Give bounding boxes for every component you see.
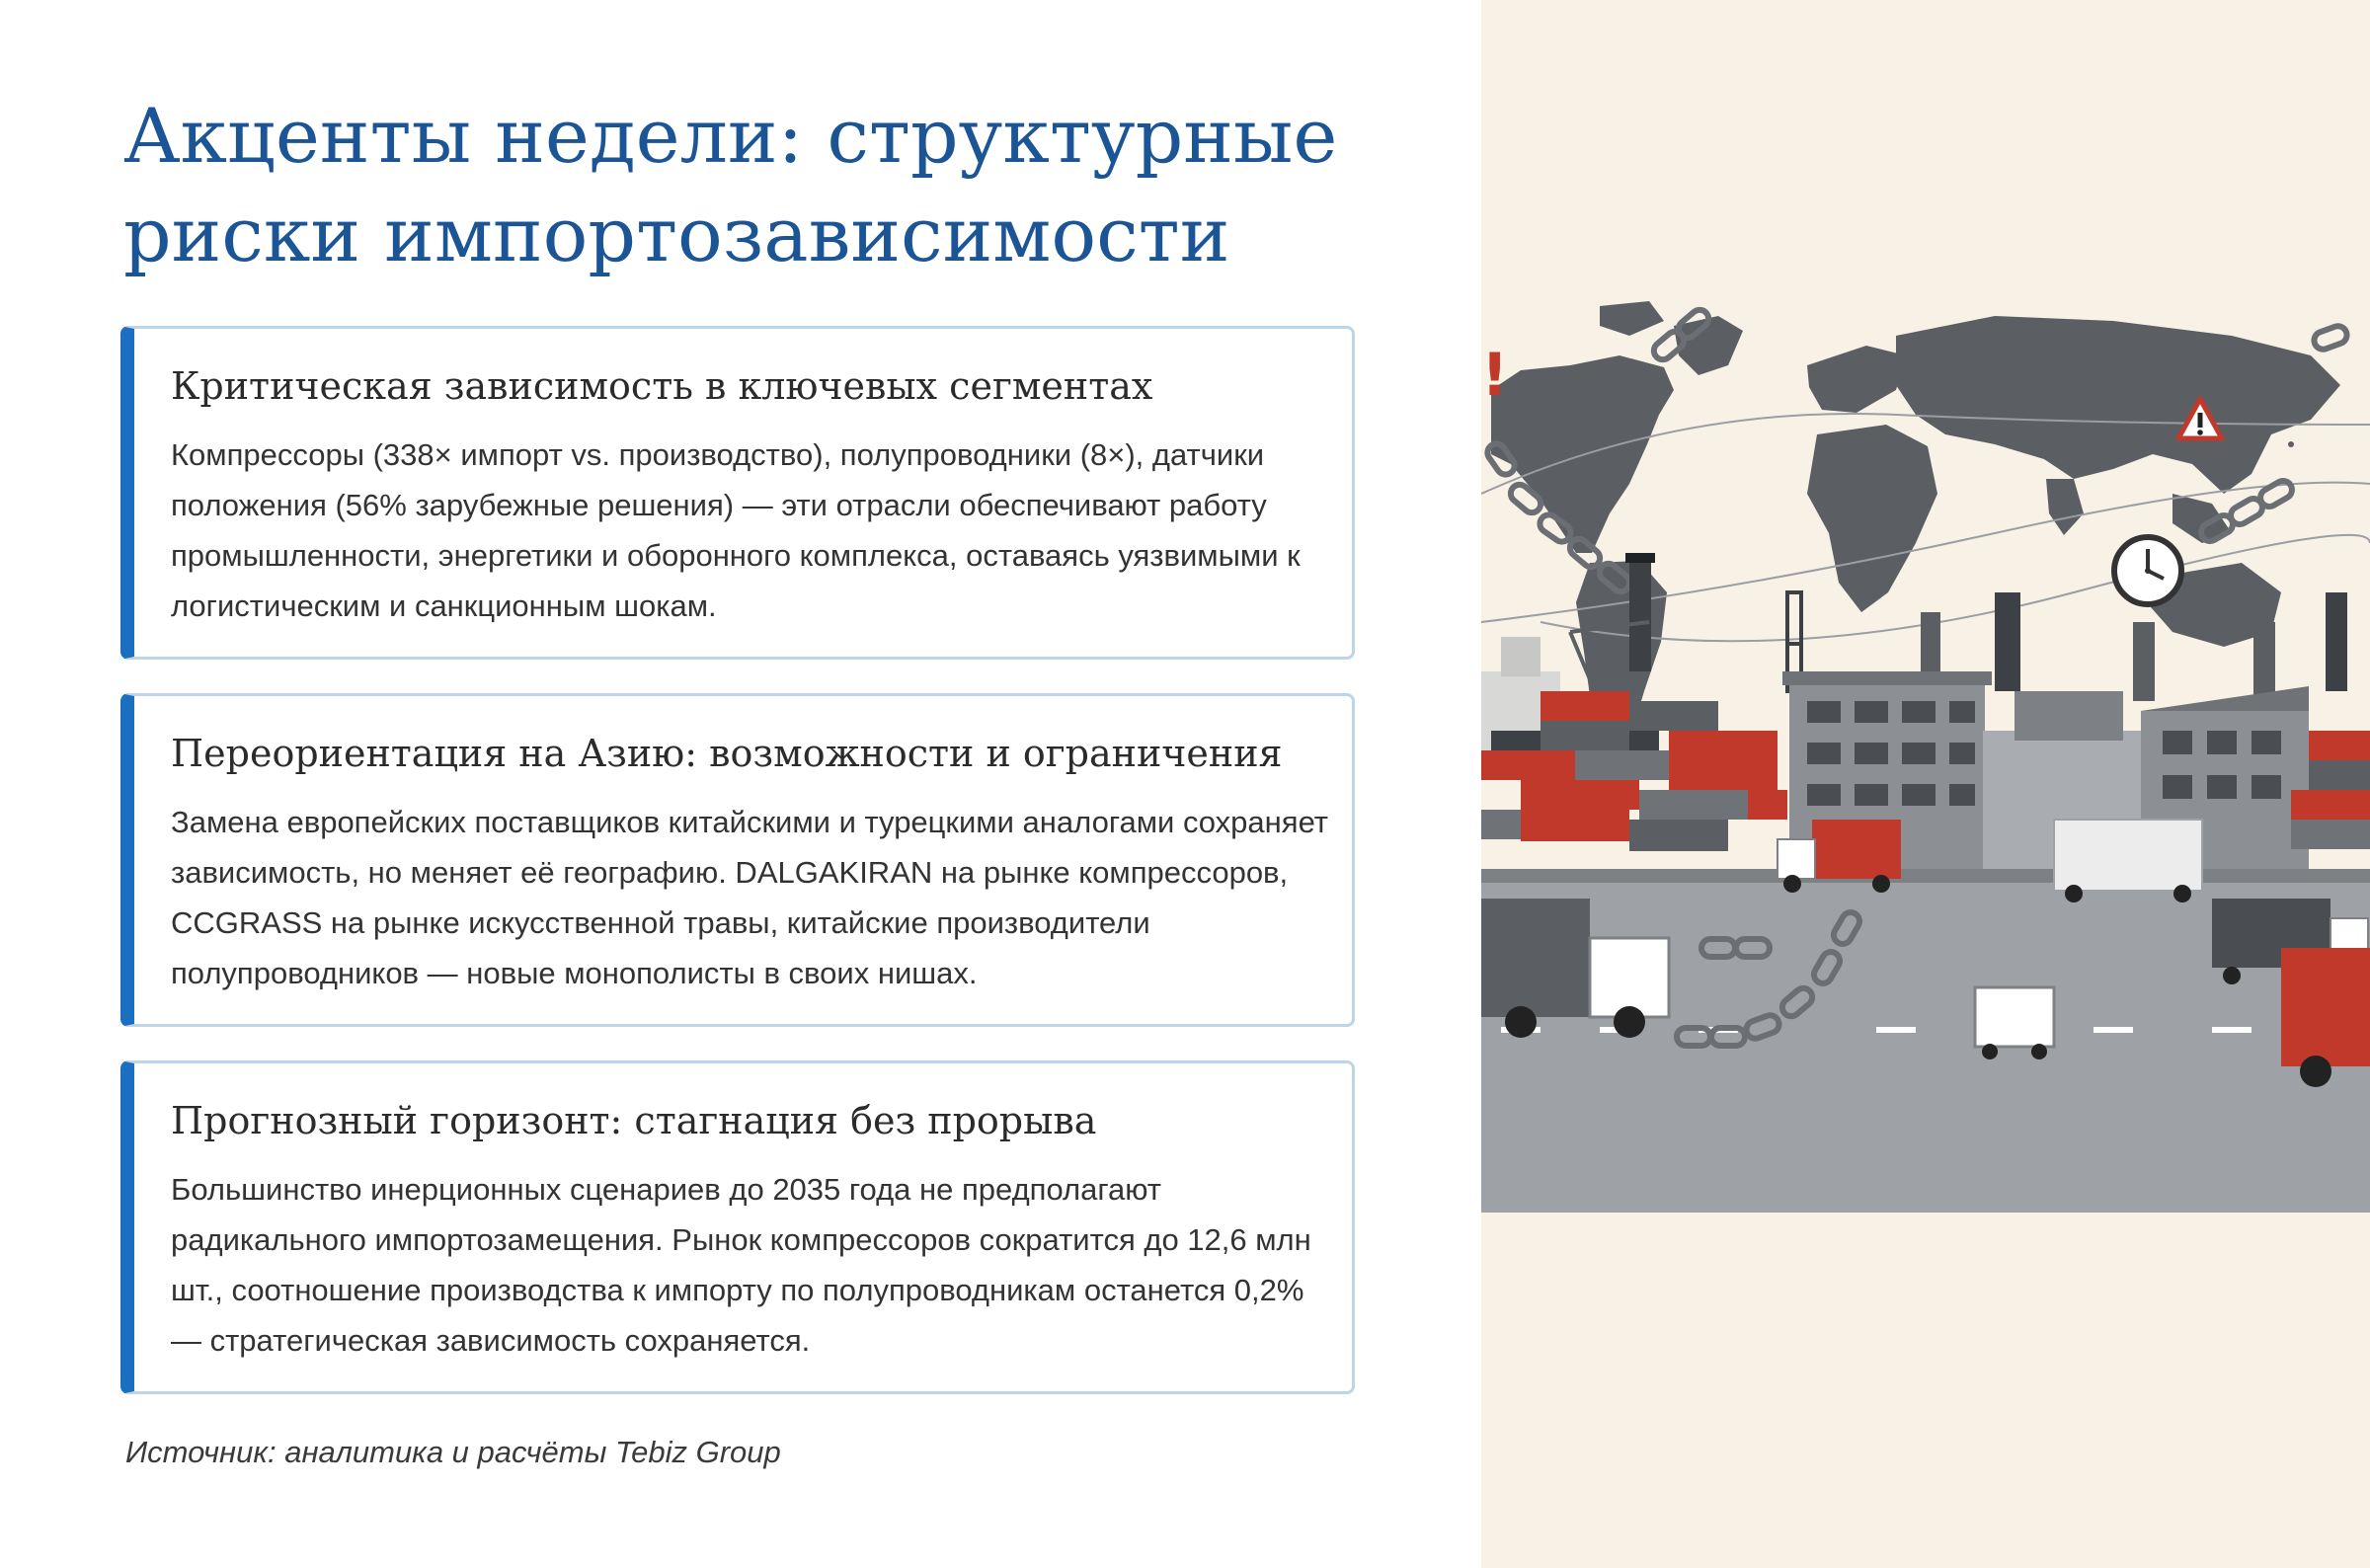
source-note: Источник: аналитика и расчёты Tebiz Group bbox=[125, 1435, 781, 1469]
card-heading: Прогнозный горизонт: стагнация без прорыва bbox=[171, 1099, 1097, 1142]
card-critical-dependency bbox=[120, 326, 1355, 660]
card-heading: Переориентация на Азию: возможности и ограничения bbox=[171, 732, 1283, 775]
illustration-panel bbox=[1481, 0, 2370, 1568]
card-heading: Критическая зависимость в ключевых сегментах bbox=[171, 364, 1153, 408]
card-asia-reorientation bbox=[120, 693, 1355, 1027]
clock-icon bbox=[2114, 537, 2181, 604]
card-body: Большинство инерционных сценариев до 2035 года не предполагают радикального импортозамещения. Рынок компрессоров сократится до 12,6 млн шт., соотношение производства к импорту по полупроводникам останется 0,2% — стратегическая зависимость сохраняется. bbox=[171, 1172, 1311, 1358]
supply-chain-illustration bbox=[1481, 296, 2370, 1213]
card-body: Компрессоры (338× импорт vs. производство), полупроводники (8×), датчики положения (56% зарубежные решения) — эти отрасли обеспечивают работу промышленности, энергетики и оборонного комплекса, оставаясь уязвимыми к логистическим и санкционным шокам. bbox=[171, 437, 1301, 623]
card-forecast-horizon bbox=[120, 1060, 1355, 1394]
page-title: Акценты недели: структурные риски импортозависимости bbox=[123, 92, 1338, 278]
exclamation-icon: ! bbox=[1481, 341, 1509, 410]
card-body: Замена европейских поставщиков китайскими и турецкими аналогами сохраняет зависимость, но меняет её географию. DALGAKIRAN на рынке компрессоров, CCGRASS на рынке искусственной травы, китайские производители полупроводников — новые монополисты в своих нишах. bbox=[171, 805, 1328, 990]
